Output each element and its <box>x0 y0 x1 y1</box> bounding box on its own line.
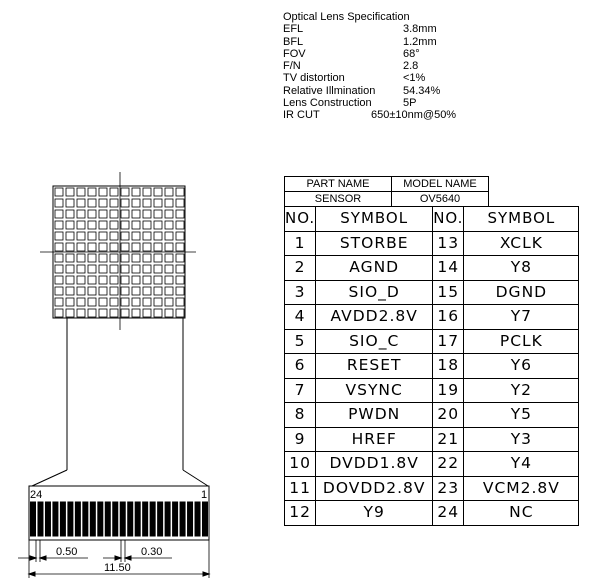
grid-cell <box>154 221 162 229</box>
pin-number: 24 <box>433 501 464 526</box>
grid-cell <box>110 232 118 240</box>
grid-cell <box>154 276 162 284</box>
connector-pin <box>128 502 133 536</box>
grid-cell <box>165 210 173 218</box>
grid-cell <box>132 309 140 317</box>
grid-cell <box>77 210 85 218</box>
pin-number: 23 <box>433 476 464 501</box>
connector-pin <box>165 502 170 536</box>
pin-label-left: 24 <box>30 489 43 501</box>
grid-cell <box>99 309 107 317</box>
grid-cell <box>132 243 140 251</box>
grid-cell <box>66 199 74 207</box>
spec-label: EFL <box>283 23 304 36</box>
grid-cell <box>66 276 74 284</box>
grid-cell <box>121 254 129 262</box>
grid-cell <box>66 210 74 218</box>
grid-cell <box>110 309 118 317</box>
grid-cell <box>66 309 74 317</box>
arrow-gap-a <box>115 556 121 560</box>
pin-symbol: NC <box>464 501 579 526</box>
spec-value: 650±10nm@50% <box>371 109 457 122</box>
pin-symbol: Y2 <box>464 378 579 403</box>
pin-number: 21 <box>433 427 464 452</box>
grid-cell <box>66 298 74 306</box>
grid-cell <box>132 199 140 207</box>
pin-table-header <box>285 207 579 232</box>
grid-cell <box>176 298 184 306</box>
pin-number: 16 <box>433 305 464 330</box>
grid-cell <box>132 232 140 240</box>
dim-total-text: 11.50 <box>104 562 131 574</box>
grid-cell <box>176 243 184 251</box>
pin-number: 7 <box>285 378 316 403</box>
pin-number: 19 <box>433 378 464 403</box>
grid-cell <box>121 309 129 317</box>
connector-pin <box>135 502 140 536</box>
spec-label: F/N <box>283 60 301 73</box>
spec-value: 3.8mm <box>403 23 437 36</box>
grid-cell <box>165 232 173 240</box>
grid-cell <box>55 199 63 207</box>
grid-cell <box>165 243 173 251</box>
grid-cell <box>77 188 85 196</box>
spec-title: Optical Lens Specification <box>283 11 410 23</box>
grid-cell <box>88 298 96 306</box>
connector-pin <box>158 502 163 536</box>
grid-cell <box>77 199 85 207</box>
grid-cell <box>55 309 63 317</box>
grid-cell <box>99 243 107 251</box>
pin-symbol: Y8 <box>464 256 579 281</box>
grid-cell <box>99 188 107 196</box>
grid-cell <box>176 276 184 284</box>
connector-pin <box>38 502 43 536</box>
grid-cell <box>66 265 74 273</box>
grid-cell <box>88 199 96 207</box>
grid-cell <box>132 221 140 229</box>
grid-cell <box>110 243 118 251</box>
pin-number: 9 <box>285 427 316 452</box>
pin-number: 4 <box>285 305 316 330</box>
arrow-gap-b <box>125 556 131 560</box>
connector-pin <box>173 502 178 536</box>
table-row <box>285 427 579 452</box>
grid-cell <box>99 287 107 295</box>
grid-cell <box>99 221 107 229</box>
spec-value: 1.2mm <box>403 35 437 48</box>
grid-cell <box>176 221 184 229</box>
grid-cell <box>132 188 140 196</box>
pin-table-body <box>285 231 579 525</box>
pin-symbol: HREF <box>316 427 433 452</box>
grid-cell <box>99 210 107 218</box>
pin-number: 10 <box>285 452 316 477</box>
grid-cell <box>143 309 151 317</box>
grid-cell <box>77 243 85 251</box>
grid-cell <box>55 243 63 251</box>
grid-cell <box>99 265 107 273</box>
grid-cell <box>55 210 63 218</box>
pin-number: 22 <box>433 452 464 477</box>
dim-gap-text: 0.30 <box>141 546 163 558</box>
grid-cell <box>66 188 74 196</box>
pin-number: 1 <box>285 231 316 256</box>
grid-cell <box>77 232 85 240</box>
connector-pin <box>120 502 125 536</box>
pin-number: 15 <box>433 280 464 305</box>
part-name-value: SENSOR <box>285 192 392 207</box>
pin-number: 5 <box>285 329 316 354</box>
grid-cell <box>121 221 129 229</box>
pin-label-right: 1 <box>201 489 208 501</box>
grid-cell <box>143 298 151 306</box>
grid-cell <box>110 276 118 284</box>
grid-cell <box>110 298 118 306</box>
flex-right-taper <box>183 470 208 486</box>
connector-pin <box>60 502 65 536</box>
grid-cell <box>165 254 173 262</box>
spec-value: 2.8 <box>403 60 419 73</box>
grid-cell <box>66 243 74 251</box>
grid-cell <box>132 287 140 295</box>
grid-cell <box>55 265 63 273</box>
grid-cell <box>143 265 151 273</box>
grid-cell <box>66 254 74 262</box>
grid-cell <box>165 188 173 196</box>
grid-cell <box>143 243 151 251</box>
grid-cell <box>165 287 173 295</box>
pin-symbol: VCM2.8V <box>464 476 579 501</box>
pin-number: 18 <box>433 354 464 379</box>
pin-symbol: SIO_D <box>316 280 433 305</box>
pin-number: 3 <box>285 280 316 305</box>
grid-cell <box>121 265 129 273</box>
grid-cell <box>110 199 118 207</box>
pin-symbol: XCLK <box>464 231 579 256</box>
grid-cell <box>66 287 74 295</box>
grid-cell <box>121 199 129 207</box>
grid-cell <box>99 276 107 284</box>
grid-cell <box>110 265 118 273</box>
grid-cell <box>88 254 96 262</box>
grid-cell <box>77 254 85 262</box>
connector-pin <box>83 502 88 536</box>
grid-cell <box>88 309 96 317</box>
table-row <box>285 378 579 403</box>
spec-label: TV distortion <box>283 72 345 85</box>
table-row <box>285 501 579 526</box>
grid-cell <box>176 188 184 196</box>
table-row <box>285 403 579 428</box>
grid-cell <box>110 210 118 218</box>
pin-symbol: AGND <box>316 256 433 281</box>
grid-cell <box>154 287 162 295</box>
grid-cell <box>110 188 118 196</box>
arrow-pitch-a <box>30 556 36 560</box>
model-name-label: MODEL NAME <box>392 177 489 192</box>
spec-value: 54.34% <box>403 84 441 97</box>
table-row <box>285 476 579 501</box>
flex-left-taper <box>32 470 67 486</box>
connector-pin <box>31 502 36 536</box>
pin-symbol: VSYNC <box>316 378 433 403</box>
grid-cell <box>154 210 162 218</box>
grid-cell <box>66 221 74 229</box>
spec-label: BFL <box>283 35 304 48</box>
pin-symbol: AVDD2.8V <box>316 305 433 330</box>
connector-pin <box>105 502 110 536</box>
connector-pin <box>75 502 80 536</box>
table-row <box>285 305 579 330</box>
pin-symbol: PWDN <box>316 403 433 428</box>
grid-cell <box>143 232 151 240</box>
grid-cell <box>154 298 162 306</box>
pin-symbol: STORBE <box>316 231 433 256</box>
connector-pin <box>68 502 73 536</box>
grid-cell <box>88 243 96 251</box>
pin-assignment-table <box>284 206 579 526</box>
grid-cell <box>55 221 63 229</box>
grid-cell <box>165 298 173 306</box>
connector-pin <box>113 502 118 536</box>
spec-value: 68° <box>403 47 420 60</box>
header-no-2: NO. <box>433 207 464 232</box>
pin-symbol: Y7 <box>464 305 579 330</box>
grid-cell <box>176 287 184 295</box>
arrow-pitch-b <box>40 556 46 560</box>
header-no-1: NO. <box>285 207 316 232</box>
grid-cell <box>121 287 129 295</box>
pin-symbol: DOVDD2.8V <box>316 476 433 501</box>
grid-cell <box>154 309 162 317</box>
grid-cell <box>132 210 140 218</box>
grid-cell <box>132 298 140 306</box>
grid-cell <box>110 287 118 295</box>
spec-label: FOV <box>283 47 306 60</box>
arrow-total-left <box>29 572 35 576</box>
grid-cell <box>143 254 151 262</box>
grid-cell <box>121 188 129 196</box>
pin-symbol: PCLK <box>464 329 579 354</box>
grid-cell <box>154 232 162 240</box>
table-row <box>285 256 579 281</box>
grid-cell <box>88 188 96 196</box>
grid-cell <box>99 298 107 306</box>
grid-cell <box>143 199 151 207</box>
table-row <box>285 280 579 305</box>
part-name-label: PART NAME <box>285 177 392 192</box>
grid-cell <box>154 199 162 207</box>
arrow-total-right <box>203 572 209 576</box>
table-row <box>285 452 579 477</box>
grid-cell <box>154 188 162 196</box>
grid-cell <box>55 254 63 262</box>
pin-number: 17 <box>433 329 464 354</box>
grid-cell <box>88 265 96 273</box>
grid-cell <box>154 243 162 251</box>
connector-pin <box>90 502 95 536</box>
table-row <box>285 329 579 354</box>
pin-number: 13 <box>433 231 464 256</box>
grid-cell <box>165 221 173 229</box>
grid-cell <box>110 254 118 262</box>
connector-pins <box>31 502 208 536</box>
header-symbol-1: SYMBOL <box>316 207 433 232</box>
grid-cell <box>165 309 173 317</box>
grid-cell <box>99 232 107 240</box>
pin-symbol: Y6 <box>464 354 579 379</box>
grid-cell <box>77 265 85 273</box>
grid-cell <box>77 287 85 295</box>
connector-pin <box>143 502 148 536</box>
pin-symbol: Y3 <box>464 427 579 452</box>
grid-cell <box>132 276 140 284</box>
grid-cell <box>176 254 184 262</box>
grid-cell <box>121 276 129 284</box>
spec-value: <1% <box>403 72 426 85</box>
dim-pitch-text: 0.50 <box>56 546 78 558</box>
pin-number: 2 <box>285 256 316 281</box>
pin-symbol: DVDD1.8V <box>316 452 433 477</box>
grid-cell <box>55 298 63 306</box>
grid-cell <box>176 265 184 273</box>
spec-label: Lens Construction <box>283 97 372 110</box>
grid-cell <box>143 287 151 295</box>
grid-cell <box>88 210 96 218</box>
spec-value: 5P <box>403 97 417 110</box>
pin-symbol: Y9 <box>316 501 433 526</box>
grid-cell <box>55 276 63 284</box>
table-row <box>285 354 579 379</box>
grid-cell <box>88 276 96 284</box>
spec-label: Relative Illmination <box>283 84 376 97</box>
spec-label: IR CUT <box>283 109 320 122</box>
grid-cell <box>55 232 63 240</box>
grid-cell <box>165 276 173 284</box>
pin-symbol: SIO_C <box>316 329 433 354</box>
connector-pin <box>180 502 185 536</box>
grid-cell <box>143 210 151 218</box>
pin-symbol: Y5 <box>464 403 579 428</box>
connector-pin <box>150 502 155 536</box>
connector-pin <box>188 502 193 536</box>
grid-cell <box>121 298 129 306</box>
pin-number: 20 <box>433 403 464 428</box>
grid-cell <box>77 221 85 229</box>
grid-cell <box>77 298 85 306</box>
grid-cell <box>176 232 184 240</box>
grid-cell <box>132 254 140 262</box>
grid-cell <box>176 210 184 218</box>
connector-pin <box>53 502 58 536</box>
grid-cell <box>121 210 129 218</box>
grid-cell <box>165 199 173 207</box>
pin-number: 8 <box>285 403 316 428</box>
grid-cell <box>154 254 162 262</box>
grid-cell <box>110 221 118 229</box>
grid-cell <box>165 265 173 273</box>
table-row <box>285 231 579 256</box>
connector-pin <box>203 502 208 536</box>
grid-cell <box>176 199 184 207</box>
grid-cell <box>99 199 107 207</box>
connector-pin <box>45 502 50 536</box>
grid-cell <box>143 188 151 196</box>
grid-cell <box>88 221 96 229</box>
grid-cell <box>143 276 151 284</box>
grid-cell <box>88 232 96 240</box>
grid-cell <box>55 287 63 295</box>
grid-cell <box>99 254 107 262</box>
grid-cell <box>143 221 151 229</box>
pin-symbol: DGND <box>464 280 579 305</box>
grid-cell <box>132 265 140 273</box>
grid-cell <box>66 232 74 240</box>
pin-number: 6 <box>285 354 316 379</box>
grid-cell <box>88 287 96 295</box>
connector-pin <box>98 502 103 536</box>
pin-symbol: RESET <box>316 354 433 379</box>
pin-symbol: Y4 <box>464 452 579 477</box>
grid-cell <box>121 232 129 240</box>
pin-number: 12 <box>285 501 316 526</box>
grid-cell <box>154 265 162 273</box>
pin-number: 14 <box>433 256 464 281</box>
model-name-value: OV5640 <box>392 192 489 207</box>
grid-cell <box>77 276 85 284</box>
header-symbol-2: SYMBOL <box>464 207 579 232</box>
sensor-grid <box>55 188 184 317</box>
grid-cell <box>55 188 63 196</box>
grid-cell <box>77 309 85 317</box>
grid-cell <box>121 243 129 251</box>
pin-number: 11 <box>285 476 316 501</box>
part-model-table <box>284 176 489 207</box>
grid-cell <box>176 309 184 317</box>
connector-pin <box>195 502 200 536</box>
